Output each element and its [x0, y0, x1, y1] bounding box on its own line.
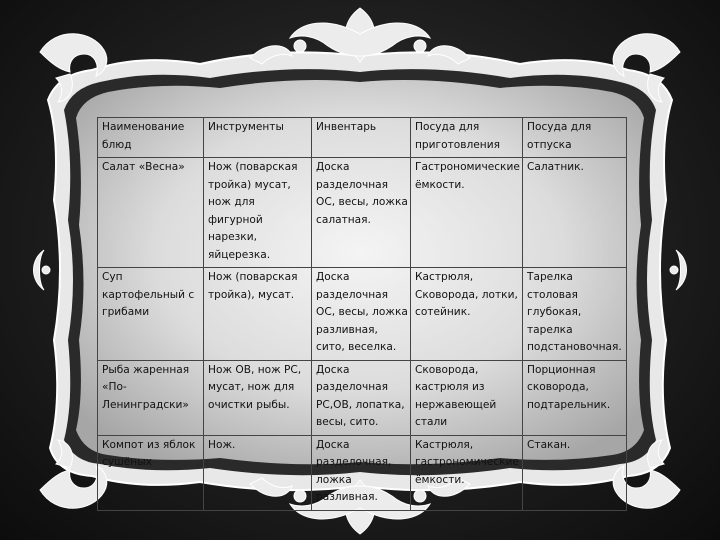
table-cell: Нож ОВ, нож РС, мусат, нож для очистки рыбы.: [204, 360, 312, 435]
left-side-ornament-icon: [34, 250, 51, 290]
table-cell: Доска разделочная РС,ОВ, лопатка, весы, сито.: [312, 360, 411, 435]
table-cell: Доска разделочная, ложка разливная.: [312, 435, 411, 510]
table-cell: Нож (поварская тройка) мусат, нож для фигурной нарезки, яйцерезка.: [204, 158, 312, 268]
table-cell: Сковорода, кастрюля из нержавеющей стали: [411, 360, 523, 435]
table-cell: Салатник.: [523, 158, 627, 268]
table-cell: Тарелка столовая глубокая, тарелка подстановочная.: [523, 268, 627, 361]
table-row: [98, 360, 627, 435]
table-cell: Гастрономические ёмкости.: [411, 158, 523, 268]
header-cell-cookware: Посуда для приготовления: [411, 118, 523, 158]
table-cell: Стакан.: [523, 435, 627, 510]
dishes-equipment-table: [97, 117, 627, 511]
table-cell: Нож.: [204, 435, 312, 510]
header-cell-inventory: Инвентарь: [312, 118, 411, 158]
table-cell: Доска разделочная ОС, весы, ложка салатная.: [312, 158, 411, 268]
table-row: [98, 268, 627, 361]
table-cell: Нож (поварская тройка), мусат.: [204, 268, 312, 361]
table-cell: Суп картофельный с грибами: [98, 268, 204, 361]
table-cell: Кастрюля, гастрономические ёмкости.: [411, 435, 523, 510]
table-cell: Порционная сковорода, подтарельник.: [523, 360, 627, 435]
table-cell: Доска разделочная ОС, весы, ложка разливная, сито, веселка.: [312, 268, 411, 361]
table-cell: Компот из яблок сушёных: [98, 435, 204, 510]
table-cell: Кастрюля, Сковорода, лотки, сотейник.: [411, 268, 523, 361]
header-cell-serveware: Посуда для отпуска: [523, 118, 627, 158]
table-row: [98, 158, 627, 268]
header-cell-tools: Инструменты: [204, 118, 312, 158]
table-cell: Рыба жаренная «По-Ленинградски»: [98, 360, 204, 435]
table-cell: Салат «Весна»: [98, 158, 204, 268]
table-header-row: [98, 118, 627, 158]
table-row: [98, 435, 627, 510]
header-cell-dish-name: Наименование блюд: [98, 118, 204, 158]
right-side-ornament-icon: [670, 250, 687, 290]
